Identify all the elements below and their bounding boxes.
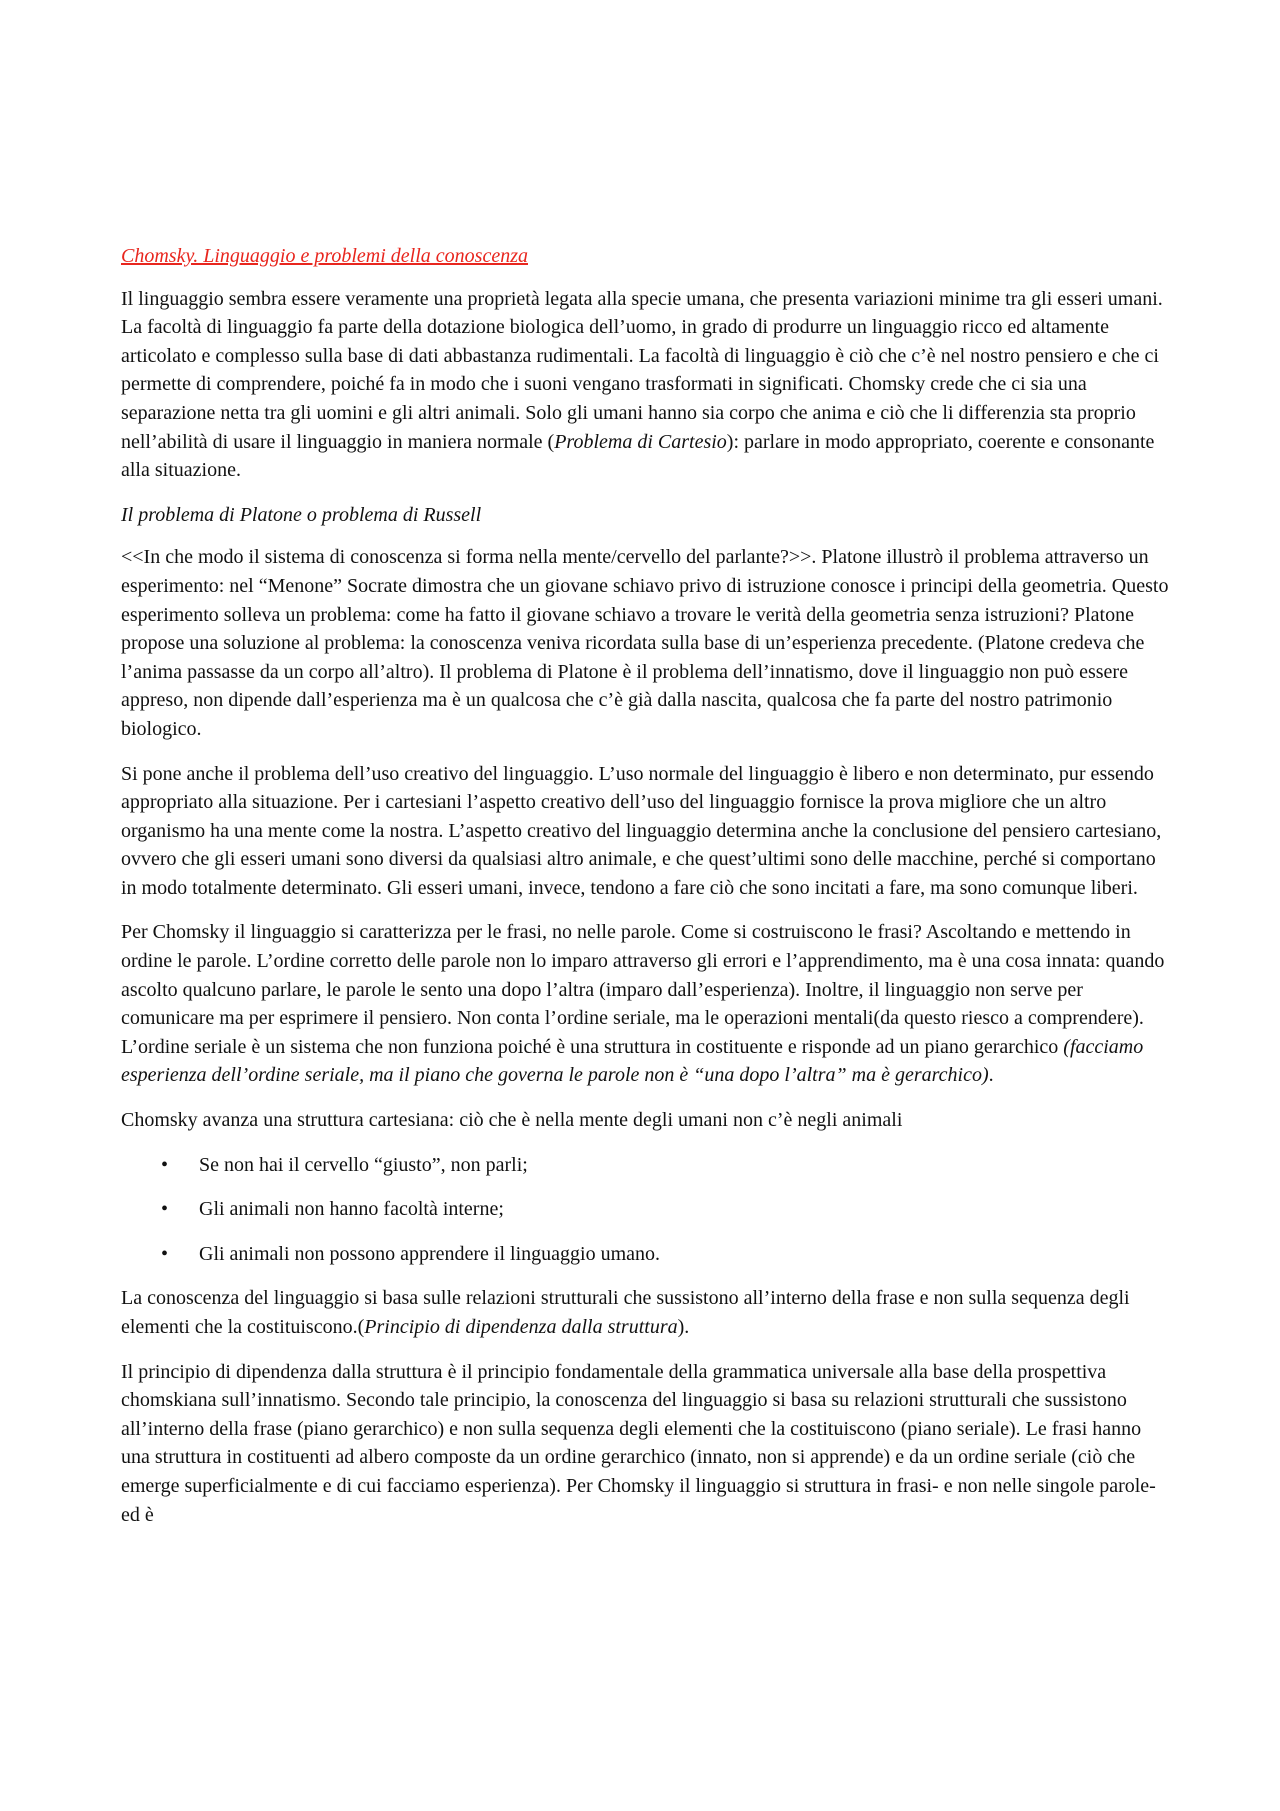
paragraph-4-italic: (facciamo esperienza dell’ordine seriale, ma il piano che governa le parole non è “una dopo l’altra” ma è gerarchico) <box>121 1035 1144 1087</box>
list-item-text: Gli animali non hanno facoltà interne; <box>199 1198 504 1221</box>
bullet-icon: • <box>161 1198 169 1221</box>
section-heading: Il problema di Platone o problema di Russell <box>121 503 482 526</box>
paragraph-7: Il principio di dipendenza dalla struttura è il principio fondamentale della grammatica universale alla base della prospettiva chomskiana sull’innatismo. Secondo tale principio, la conoscenza del linguaggio si basa su relazioni strutturali che sussistono all’interno della frase (piano gerarchico) e non sulla sequenza degli elementi che la costituiscono (piano seriale). Le frasi hanno una struttura in costituenti ad albero composte da un ordine gerarchico (innato, non si apprende) e da un ordine seriale (ciò che emerge superficialmente e di cui facciamo esperienza). Per Chomsky il linguaggio si struttura in frasi- e non nelle singole parole- ed è <box>121 1360 1156 1526</box>
paragraph-4 <box>121 918 1171 1090</box>
paragraph-1 <box>121 285 1171 485</box>
paragraph-6 <box>121 1284 1171 1341</box>
bullet-icon: • <box>161 1153 169 1176</box>
list-item <box>121 1240 1171 1269</box>
list-item-text: Se non hai il cervello “giusto”, non parli; <box>199 1153 528 1176</box>
document-page <box>121 242 1171 1545</box>
paragraph-4-text: Per Chomsky il linguaggio si caratterizza per le frasi, no nelle parole. Come si costruiscono le frasi? Ascoltando e mettendo in ordine le parole. L’ordine corretto delle parole non lo imparo attraverso gli errori e l’apprendimento, ma è una cosa innata: quando ascolto qualcuno parlare, le parole le sento una dopo l’altra (imparo dall’esperienza). Inoltre, il linguaggio non serve per comunicare ma per esprimere il pensiero. Non conta l’ordine seriale, ma le operazioni mentali(da questo riesco a comprendere). L’ordine seriale è un sistema che non funziona poiché è una struttura in costituente e risponde ad un piano gerarchico <box>121 921 1165 1058</box>
paragraph-1-italic: Problema di Cartesio <box>554 430 727 453</box>
paragraph-1-end: ): parlare in modo appropriato, coerente e consonante alla situazione. <box>121 430 1155 482</box>
paragraph-3: Si pone anche il problema dell’uso creativo del linguaggio. L’uso normale del linguaggio è libero e non determinato, pur essendo appropriato alla situazione. Per i cartesiani l’aspetto creativo dell’uso del linguaggio fornisce la prova migliore che un altro organismo ha una mente come la nostra. L’aspetto creativo del linguaggio determina anche la conclusione del pensiero cartesiano, ovvero che gli esseri umani sono diversi da qualsiasi altro animale, e che quest’ultimi sono delle macchine, perché si comportano in modo totalmente determinato. Gli esseri umani, invece, tendono a fare ciò che sono incitati a fare, ma sono comunque liberi. <box>121 762 1162 899</box>
list-item-text: Gli animali non possono apprendere il linguaggio umano. <box>199 1242 661 1265</box>
list-item <box>121 1195 1171 1224</box>
bullet-icon: • <box>161 1242 169 1265</box>
list-item <box>121 1151 1171 1180</box>
paragraph-6-italic: Principio di dipendenza dalla struttura <box>364 1316 678 1338</box>
paragraph-1-text: Il linguaggio sembra essere veramente una proprietà legata alla specie umana, che presenta variazioni minime tra gli esseri umani. La facoltà di linguaggio fa parte della dotazione biologica dell’uomo, in grado di produrre un linguaggio ricco ed altamente articolato e complesso sulla base di dati abbastanza rudimentali. La facoltà di linguaggio è ciò che c’è nel nostro pensiero e che ci permette di comprendere, poiché fa in modo che i suoni vengano trasformati in significati. Chomsky crede che ci sia una separazione netta tra gli uomini e gli altri animali. Solo gli umani hanno sia corpo che anima e ciò che li differenzia sta proprio nell’abilità di usare il linguaggio in maniera normale ( <box>121 287 1163 453</box>
paragraph-6-end: ). <box>677 1316 690 1338</box>
paragraph-4-end: . <box>988 1064 994 1087</box>
paragraph-6-text: La conoscenza del linguaggio si basa sulle relazioni strutturali che sussistono all’interno della frase e non sulla sequenza degli elementi che la costituiscono.( <box>121 1287 1130 1338</box>
bullet-list <box>121 1151 1171 1269</box>
paragraph-5: Chomsky avanza una struttura cartesiana: ciò che è nella mente degli umani non c’è negli animali <box>121 1109 903 1132</box>
paragraph-2: <<In che modo il sistema di conoscenza si forma nella mente/cervello del parlante?>>. Platone illustrò il problema attraverso un esperimento: nel “Menone” Socrate dimostra che un giovane schiavo privo di istruzione conosce i principi della geometria. Questo esperimento solleva un problema: come ha fatto il giovane schiavo a trovare le verità della geometria senza istruzioni? Platone propose una soluzione al problema: la conoscenza veniva ricordata sulla base di un’esperienza precedente. (Platone credeva che l’anima passasse da un corpo all’altro). Il problema di Platone è il problema dell’innatismo, dove il linguaggio non può essere appreso, non dipende dall’esperienza ma è un qualcosa che c’è già dalla nascita, qualcosa che fa parte del nostro patrimonio biologico. <box>121 546 1169 740</box>
document-title: Chomsky. Linguaggio e problemi della conoscenza <box>121 245 528 267</box>
